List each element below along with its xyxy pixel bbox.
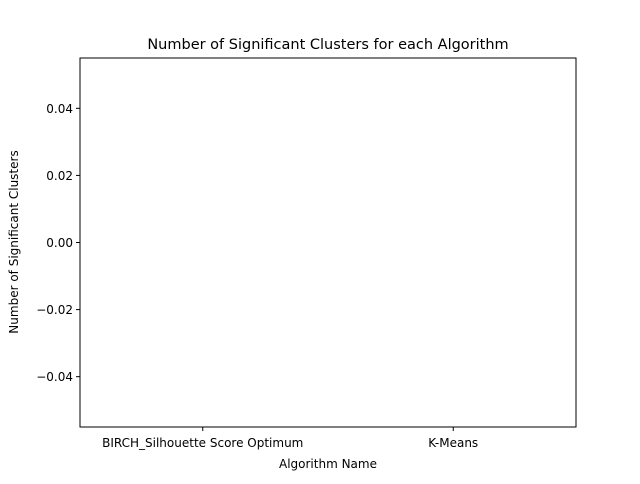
y-tick-label: −0.02 xyxy=(36,303,73,318)
x-tick-label: BIRCH_Silhouette Score Optimum xyxy=(102,436,304,450)
y-tick-label: −0.04 xyxy=(36,370,73,385)
chart-title: Number of Significant Clusters for each Algorithm xyxy=(147,37,509,53)
y-tick-label: 0.02 xyxy=(46,168,73,183)
y-axis-label: Number of Significant Clusters xyxy=(7,150,21,334)
x-axis-label: Algorithm Name xyxy=(279,457,377,471)
y-tick-label: 0.04 xyxy=(46,101,73,116)
y-tick-label: 0.00 xyxy=(46,236,73,250)
x-tick-label: K-Means xyxy=(428,436,479,450)
